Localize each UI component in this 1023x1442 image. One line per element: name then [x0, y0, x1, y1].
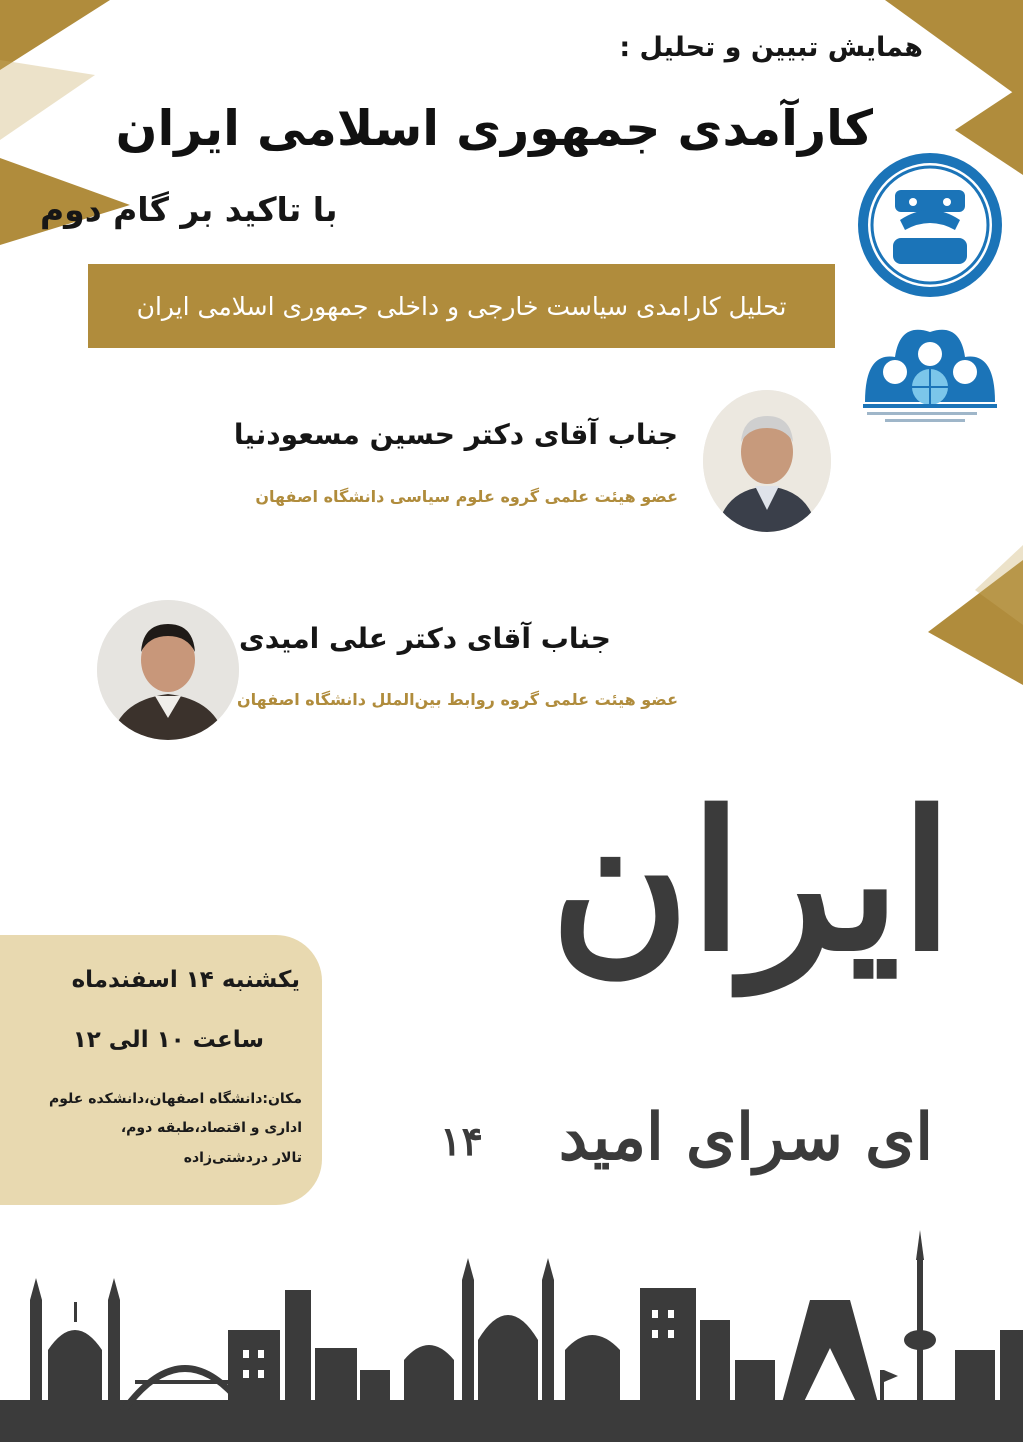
speaker-name: جناب آقای دکتر حسین مسعودنیا: [233, 418, 678, 451]
event-date: یکشنبه ۱۴ اسفندماه: [71, 967, 300, 993]
calligraphy-number: ۱۴: [440, 1118, 483, 1165]
event-time: ساعت ۱۰ الی ۱۲: [72, 1027, 264, 1053]
conference-subtitle: با تاکید بر گام دوم: [40, 190, 338, 229]
conference-title: کارآمدی جمهوری اسلامی ایران: [115, 100, 873, 157]
faint-triangle-left: [0, 60, 95, 140]
conference-kicker: همایش تبیین و تحلیل :: [619, 32, 923, 63]
corner-triangle-top-left: [0, 0, 110, 70]
association-logo-icon: [855, 312, 1005, 427]
speaker-photo: [703, 390, 831, 532]
speaker-affiliation: عضو هیئت علمی گروه علوم سیاسی دانشگاه اصفهان: [255, 487, 678, 506]
event-location: [2, 1085, 302, 1173]
calligraphy-sub: ای سرای امید: [558, 1100, 933, 1175]
calligraphy-main: ایران: [550, 770, 953, 993]
speaker-affiliation: عضو هیئت علمی گروه روابط بین‌الملل دانشگاه اصفهان: [236, 690, 678, 709]
location-line: اداری و اقتصاد،طبقه دوم،: [120, 1120, 302, 1137]
event-info-box: [0, 935, 322, 1205]
location-line: تالار دردشتی‌زاده: [183, 1149, 302, 1166]
city-skyline-icon: [0, 1230, 1023, 1442]
university-logo-icon: [855, 150, 1005, 300]
topic-banner: تحلیل کارامدی سیاست خارجی و داخلی جمهوری اسلامی ایران: [88, 264, 835, 348]
location-line: مکان:دانشگاه اصفهان،دانشکده علوم: [49, 1091, 302, 1107]
speaker-photo: [97, 600, 239, 740]
speaker-name: جناب آقای دکتر علی امیدی: [239, 622, 611, 655]
